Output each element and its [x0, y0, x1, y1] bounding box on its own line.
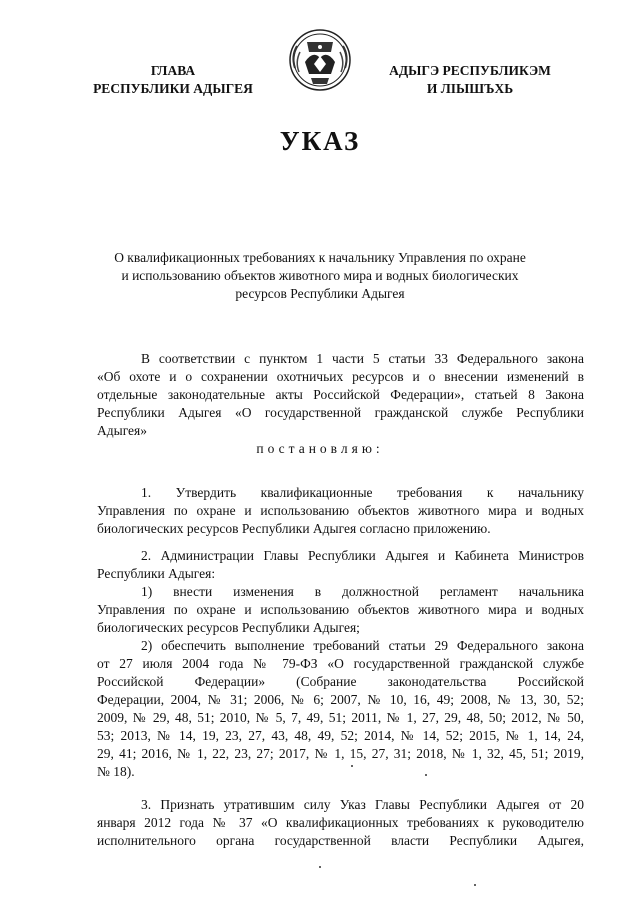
item-3-line: января 2012 года № 37 «О квалификационных требованиях к руководителю	[97, 815, 584, 830]
preamble	[97, 350, 584, 440]
preamble-line: отдельные законодательные акты Российской Федерации», статьей 8 Закона	[97, 387, 584, 402]
item-2-line: Республики Адыгея:	[97, 566, 216, 581]
preamble-line: В соответствии с пунктом 1 части 5 статьи 33 Федерального закона	[141, 351, 584, 366]
subject-line: и использованию объектов животного мира и водных биологических	[121, 268, 519, 283]
subject-line: ресурсов Республики Адыгея	[235, 286, 405, 301]
item-2-2-line: № 18).	[97, 764, 135, 779]
scan-speck	[319, 866, 321, 868]
preamble-line: «Об охоте и о сохранении охотничьих ресурсов и о внесении изменений в	[97, 369, 584, 384]
document-title: УКАЗ	[279, 126, 361, 156]
item-1	[97, 484, 584, 538]
subject-line: О квалификационных требованиях к начальнику Управления по охране	[114, 250, 526, 265]
item-2-1-line: 1) внести изменения в должностной регламент начальника	[141, 584, 584, 599]
item-2-1	[97, 583, 584, 637]
decree-word: постановляю:	[256, 441, 384, 456]
item-3	[97, 796, 584, 850]
scan-speck	[425, 774, 427, 776]
item-1-line: биологических ресурсов Республики Адыгея согласно приложению.	[97, 521, 491, 536]
header-right-line2: И ЛІЫШЪХЬ	[426, 81, 514, 96]
item-2-2-line: Российской Федерации» (Собрание законодательства Российской	[97, 674, 584, 689]
item-1-line: Управления по охране и использованию объектов животного мира и водных	[97, 503, 584, 518]
preamble-line: Адыгея»	[97, 423, 147, 438]
item-1-line: 1. Утвердить квалификационные требования к начальнику	[141, 485, 584, 500]
item-2-2-line: от 27 июля 2004 года № 79-ФЗ «О государственной гражданской службе	[97, 656, 584, 671]
item-3-line: 3. Признать утратившим силу Указ Главы Республики Адыгея от 20	[141, 797, 584, 812]
item-2	[97, 547, 584, 583]
header-left-line2: РЕСПУБЛИКИ АДЫГЕЯ	[93, 81, 253, 96]
item-3-line: исполнительного органа государственной власти Республики Адыгея,	[97, 833, 584, 848]
header-left-line1: ГЛАВА	[150, 63, 196, 78]
scan-speck	[474, 884, 476, 886]
scan-speck	[351, 765, 353, 767]
item-2-2-line: 29, 41; 2016, № 1, 22, 23, 27; 2017, № 1, 15, 27, 31; 2018, № 1, 32, 45, 51; 2019,	[97, 746, 584, 761]
decree-subject	[100, 249, 540, 303]
preamble-line: Республики Адыгея «О государственной гражданской службе Республики	[97, 405, 584, 420]
item-2-2-line: 53; 2013, № 14, 19, 23, 27, 43, 48, 49, 52; 2014, № 14, 52; 2015, № 1, 14, 24,	[97, 728, 584, 743]
item-2-1-line: Управления по охране и использованию объектов животного мира и водных	[97, 602, 584, 617]
item-2-2	[97, 637, 584, 781]
header-right-line1: АДЫГЭ РЕСПУБЛИКЭМ	[389, 63, 551, 78]
item-2-2-line: Федерации, 2004, № 31; 2006, № 6; 2007, № 10, 16, 49; 2008, № 13, 30, 52;	[97, 692, 584, 707]
header-left	[73, 62, 273, 98]
item-2-1-line: биологических ресурсов Республики Адыгея;	[97, 620, 360, 635]
header-right	[370, 62, 570, 98]
item-2-line: 2. Администрации Главы Республики Адыгея и Кабинета Министров	[141, 548, 584, 563]
item-2-2-line: 2009, № 29, 48, 51; 2010, № 5, 7, 49, 51; 2011, № 1, 27, 29, 48, 50; 2012, № 50,	[97, 710, 584, 725]
coat-of-arms-emblem	[287, 28, 353, 92]
item-2-2-line: 2) обеспечить выполнение требований статьи 29 Федерального закона	[141, 638, 584, 653]
